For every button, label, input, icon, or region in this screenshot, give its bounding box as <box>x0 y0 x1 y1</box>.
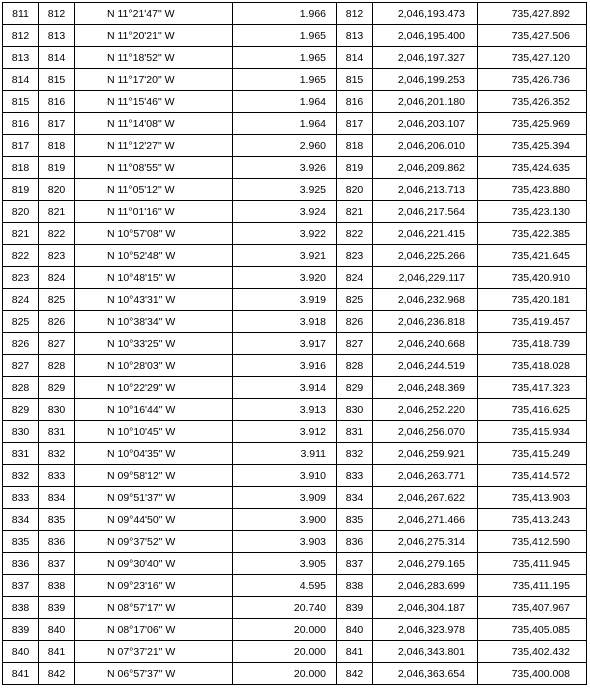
from-station-cell: 832 <box>3 465 39 487</box>
from-station-cell: 830 <box>3 421 39 443</box>
from-station-cell: 823 <box>3 267 39 289</box>
bearing-cell: N 10°38'34" W <box>75 311 233 333</box>
vertex-cell: 812 <box>337 3 373 25</box>
table-row <box>3 69 587 91</box>
table-row <box>3 311 587 333</box>
table-row <box>3 47 587 69</box>
to-station-cell: 831 <box>39 421 75 443</box>
to-station-cell: 842 <box>39 663 75 685</box>
coordinate-y-cell: 2,046,225.266 <box>373 245 478 267</box>
from-station-cell: 818 <box>3 157 39 179</box>
table-row <box>3 25 587 47</box>
vertex-cell: 827 <box>337 333 373 355</box>
bearing-cell: N 11°12'27" W <box>75 135 233 157</box>
coordinate-x-cell: 735,426.352 <box>478 91 587 113</box>
from-station-cell: 827 <box>3 355 39 377</box>
distance-cell: 3.910 <box>233 465 337 487</box>
bearing-cell: N 06°57'37" W <box>75 663 233 685</box>
bearing-cell: N 10°43'31" W <box>75 289 233 311</box>
coordinate-y-cell: 2,046,267.622 <box>373 487 478 509</box>
vertex-cell: 828 <box>337 355 373 377</box>
vertex-cell: 836 <box>337 531 373 553</box>
to-station-cell: 839 <box>39 597 75 619</box>
coordinates-table-body <box>3 3 587 685</box>
bearing-cell: N 08°57'17" W <box>75 597 233 619</box>
coordinate-y-cell: 2,046,248.369 <box>373 377 478 399</box>
from-station-cell: 816 <box>3 113 39 135</box>
bearing-cell: N 10°10'45" W <box>75 421 233 443</box>
coordinate-y-cell: 2,046,206.010 <box>373 135 478 157</box>
coordinate-x-cell: 735,412.590 <box>478 531 587 553</box>
distance-cell: 3.911 <box>233 443 337 465</box>
coordinate-y-cell: 2,046,240.668 <box>373 333 478 355</box>
from-station-cell: 822 <box>3 245 39 267</box>
coordinate-y-cell: 2,046,263.771 <box>373 465 478 487</box>
coordinate-x-cell: 735,418.739 <box>478 333 587 355</box>
coordinate-y-cell: 2,046,201.180 <box>373 91 478 113</box>
distance-cell: 3.921 <box>233 245 337 267</box>
coordinate-x-cell: 735,427.506 <box>478 25 587 47</box>
distance-cell: 3.919 <box>233 289 337 311</box>
coordinate-x-cell: 735,411.195 <box>478 575 587 597</box>
bearing-cell: N 10°52'48" W <box>75 245 233 267</box>
to-station-cell: 817 <box>39 113 75 135</box>
coordinate-x-cell: 735,407.967 <box>478 597 587 619</box>
distance-cell: 3.918 <box>233 311 337 333</box>
coordinate-y-cell: 2,046,195.400 <box>373 25 478 47</box>
coordinate-x-cell: 735,421.645 <box>478 245 587 267</box>
bearing-cell: N 11°05'12" W <box>75 179 233 201</box>
coordinate-x-cell: 735,427.892 <box>478 3 587 25</box>
to-station-cell: 830 <box>39 399 75 421</box>
coordinate-x-cell: 735,425.394 <box>478 135 587 157</box>
table-row <box>3 465 587 487</box>
coordinate-x-cell: 735,405.085 <box>478 619 587 641</box>
table-row <box>3 377 587 399</box>
distance-cell: 1.965 <box>233 69 337 91</box>
coordinate-x-cell: 735,419.457 <box>478 311 587 333</box>
bearing-cell: N 11°15'46" W <box>75 91 233 113</box>
table-row <box>3 641 587 663</box>
to-station-cell: 833 <box>39 465 75 487</box>
bearing-cell: N 09°23'16" W <box>75 575 233 597</box>
to-station-cell: 840 <box>39 619 75 641</box>
from-station-cell: 824 <box>3 289 39 311</box>
bearing-cell: N 11°17'20" W <box>75 69 233 91</box>
table-row <box>3 597 587 619</box>
from-station-cell: 819 <box>3 179 39 201</box>
distance-cell: 3.900 <box>233 509 337 531</box>
coordinate-y-cell: 2,046,221.415 <box>373 223 478 245</box>
table-row <box>3 443 587 465</box>
from-station-cell: 815 <box>3 91 39 113</box>
table-row <box>3 245 587 267</box>
bearing-cell: N 11°21'47" W <box>75 3 233 25</box>
to-station-cell: 841 <box>39 641 75 663</box>
distance-cell: 3.922 <box>233 223 337 245</box>
vertex-cell: 816 <box>337 91 373 113</box>
coordinate-y-cell: 2,046,275.314 <box>373 531 478 553</box>
to-station-cell: 826 <box>39 311 75 333</box>
distance-cell: 4.595 <box>233 575 337 597</box>
distance-cell: 1.964 <box>233 113 337 135</box>
distance-cell: 3.912 <box>233 421 337 443</box>
distance-cell: 3.926 <box>233 157 337 179</box>
to-station-cell: 834 <box>39 487 75 509</box>
from-station-cell: 821 <box>3 223 39 245</box>
from-station-cell: 828 <box>3 377 39 399</box>
distance-cell: 3.916 <box>233 355 337 377</box>
coordinate-x-cell: 735,415.934 <box>478 421 587 443</box>
coordinate-x-cell: 735,427.120 <box>478 47 587 69</box>
distance-cell: 1.965 <box>233 47 337 69</box>
from-station-cell: 817 <box>3 135 39 157</box>
table-row <box>3 157 587 179</box>
vertex-cell: 837 <box>337 553 373 575</box>
coordinate-x-cell: 735,418.028 <box>478 355 587 377</box>
table-row <box>3 3 587 25</box>
to-station-cell: 822 <box>39 223 75 245</box>
table-row <box>3 223 587 245</box>
bearing-cell: N 09°44'50" W <box>75 509 233 531</box>
from-station-cell: 835 <box>3 531 39 553</box>
vertex-cell: 831 <box>337 421 373 443</box>
table-row <box>3 421 587 443</box>
vertex-cell: 834 <box>337 487 373 509</box>
coordinate-y-cell: 2,046,203.107 <box>373 113 478 135</box>
coordinate-x-cell: 735,415.249 <box>478 443 587 465</box>
coordinate-x-cell: 735,402.432 <box>478 641 587 663</box>
to-station-cell: 838 <box>39 575 75 597</box>
from-station-cell: 811 <box>3 3 39 25</box>
coordinate-y-cell: 2,046,236.818 <box>373 311 478 333</box>
vertex-cell: 822 <box>337 223 373 245</box>
vertex-cell: 825 <box>337 289 373 311</box>
table-row <box>3 553 587 575</box>
to-station-cell: 818 <box>39 135 75 157</box>
vertex-cell: 823 <box>337 245 373 267</box>
bearing-cell: N 10°16'44" W <box>75 399 233 421</box>
distance-cell: 3.925 <box>233 179 337 201</box>
vertex-cell: 832 <box>337 443 373 465</box>
vertex-cell: 838 <box>337 575 373 597</box>
vertex-cell: 842 <box>337 663 373 685</box>
coordinate-x-cell: 735,414.572 <box>478 465 587 487</box>
distance-cell: 3.917 <box>233 333 337 355</box>
table-row <box>3 333 587 355</box>
coordinate-y-cell: 2,046,193.473 <box>373 3 478 25</box>
table-row <box>3 113 587 135</box>
to-station-cell: 832 <box>39 443 75 465</box>
from-station-cell: 831 <box>3 443 39 465</box>
table-row <box>3 487 587 509</box>
bearing-cell: N 10°48'15" W <box>75 267 233 289</box>
from-station-cell: 841 <box>3 663 39 685</box>
coordinate-y-cell: 2,046,259.921 <box>373 443 478 465</box>
from-station-cell: 836 <box>3 553 39 575</box>
coordinate-y-cell: 2,046,323.978 <box>373 619 478 641</box>
coordinate-x-cell: 735,426.736 <box>478 69 587 91</box>
vertex-cell: 826 <box>337 311 373 333</box>
coordinate-y-cell: 2,046,199.253 <box>373 69 478 91</box>
coordinate-x-cell: 735,424.635 <box>478 157 587 179</box>
vertex-cell: 829 <box>337 377 373 399</box>
coordinate-y-cell: 2,046,217.564 <box>373 201 478 223</box>
table-row <box>3 531 587 553</box>
table-row <box>3 399 587 421</box>
coordinate-x-cell: 735,423.130 <box>478 201 587 223</box>
to-station-cell: 812 <box>39 3 75 25</box>
vertex-cell: 839 <box>337 597 373 619</box>
bearing-cell: N 11°18'52" W <box>75 47 233 69</box>
distance-cell: 3.913 <box>233 399 337 421</box>
from-station-cell: 814 <box>3 69 39 91</box>
bearing-cell: N 11°20'21" W <box>75 25 233 47</box>
bearing-cell: N 09°37'52" W <box>75 531 233 553</box>
coordinate-y-cell: 2,046,244.519 <box>373 355 478 377</box>
vertex-cell: 821 <box>337 201 373 223</box>
table-row <box>3 509 587 531</box>
coordinate-y-cell: 2,046,363.654 <box>373 663 478 685</box>
vertex-cell: 814 <box>337 47 373 69</box>
bearing-cell: N 10°28'03" W <box>75 355 233 377</box>
coordinate-y-cell: 2,046,213.713 <box>373 179 478 201</box>
table-row <box>3 289 587 311</box>
coordinate-x-cell: 735,420.181 <box>478 289 587 311</box>
table-row <box>3 575 587 597</box>
coordinate-y-cell: 2,046,343.801 <box>373 641 478 663</box>
vertex-cell: 819 <box>337 157 373 179</box>
coordinate-y-cell: 2,046,209.862 <box>373 157 478 179</box>
vertex-cell: 817 <box>337 113 373 135</box>
distance-cell: 3.903 <box>233 531 337 553</box>
vertex-cell: 830 <box>337 399 373 421</box>
distance-cell: 1.965 <box>233 25 337 47</box>
from-station-cell: 812 <box>3 25 39 47</box>
to-station-cell: 827 <box>39 333 75 355</box>
coordinate-y-cell: 2,046,256.070 <box>373 421 478 443</box>
coordinate-y-cell: 2,046,232.968 <box>373 289 478 311</box>
coordinate-x-cell: 735,413.903 <box>478 487 587 509</box>
from-station-cell: 833 <box>3 487 39 509</box>
to-station-cell: 819 <box>39 157 75 179</box>
bearing-cell: N 11°01'16" W <box>75 201 233 223</box>
distance-cell: 1.966 <box>233 3 337 25</box>
coordinate-y-cell: 2,046,252.220 <box>373 399 478 421</box>
bearing-cell: N 10°04'35" W <box>75 443 233 465</box>
from-station-cell: 829 <box>3 399 39 421</box>
bearing-cell: N 10°33'25" W <box>75 333 233 355</box>
to-station-cell: 823 <box>39 245 75 267</box>
vertex-cell: 815 <box>337 69 373 91</box>
bearing-cell: N 07°37'21" W <box>75 641 233 663</box>
to-station-cell: 837 <box>39 553 75 575</box>
coordinate-y-cell: 2,046,304.187 <box>373 597 478 619</box>
coordinate-y-cell: 2,046,279.165 <box>373 553 478 575</box>
distance-cell: 20.000 <box>233 663 337 685</box>
distance-cell: 20.000 <box>233 619 337 641</box>
from-station-cell: 840 <box>3 641 39 663</box>
coordinate-x-cell: 735,411.945 <box>478 553 587 575</box>
distance-cell: 20.740 <box>233 597 337 619</box>
from-station-cell: 820 <box>3 201 39 223</box>
distance-cell: 1.964 <box>233 91 337 113</box>
vertex-cell: 813 <box>337 25 373 47</box>
coordinate-x-cell: 735,422.385 <box>478 223 587 245</box>
vertex-cell: 835 <box>337 509 373 531</box>
table-row <box>3 267 587 289</box>
coordinates-table <box>2 2 587 685</box>
vertex-cell: 820 <box>337 179 373 201</box>
from-station-cell: 834 <box>3 509 39 531</box>
distance-cell: 3.905 <box>233 553 337 575</box>
bearing-cell: N 11°08'55" W <box>75 157 233 179</box>
coordinate-y-cell: 2,046,271.466 <box>373 509 478 531</box>
coordinate-y-cell: 2,046,283.699 <box>373 575 478 597</box>
distance-cell: 2.960 <box>233 135 337 157</box>
coordinate-y-cell: 2,046,197.327 <box>373 47 478 69</box>
from-station-cell: 839 <box>3 619 39 641</box>
table-row <box>3 619 587 641</box>
vertex-cell: 833 <box>337 465 373 487</box>
distance-cell: 3.914 <box>233 377 337 399</box>
table-row <box>3 135 587 157</box>
from-station-cell: 837 <box>3 575 39 597</box>
to-station-cell: 836 <box>39 531 75 553</box>
from-station-cell: 825 <box>3 311 39 333</box>
to-station-cell: 816 <box>39 91 75 113</box>
to-station-cell: 828 <box>39 355 75 377</box>
from-station-cell: 838 <box>3 597 39 619</box>
bearing-cell: N 08°17'06" W <box>75 619 233 641</box>
coordinate-x-cell: 735,425.969 <box>478 113 587 135</box>
bearing-cell: N 11°14'08" W <box>75 113 233 135</box>
to-station-cell: 820 <box>39 179 75 201</box>
table-row <box>3 179 587 201</box>
vertex-cell: 818 <box>337 135 373 157</box>
bearing-cell: N 10°22'29" W <box>75 377 233 399</box>
bearing-cell: N 09°30'40" W <box>75 553 233 575</box>
to-station-cell: 824 <box>39 267 75 289</box>
coordinate-x-cell: 735,420.910 <box>478 267 587 289</box>
coordinate-y-cell: 2,046,229.117 <box>373 267 478 289</box>
table-row <box>3 91 587 113</box>
to-station-cell: 813 <box>39 25 75 47</box>
bearing-cell: N 09°58'12" W <box>75 465 233 487</box>
bearing-cell: N 10°57'08" W <box>75 223 233 245</box>
to-station-cell: 829 <box>39 377 75 399</box>
coordinate-x-cell: 735,413.243 <box>478 509 587 531</box>
from-station-cell: 826 <box>3 333 39 355</box>
to-station-cell: 825 <box>39 289 75 311</box>
distance-cell: 3.920 <box>233 267 337 289</box>
bearing-cell: N 09°51'37" W <box>75 487 233 509</box>
coordinate-x-cell: 735,423.880 <box>478 179 587 201</box>
table-row <box>3 201 587 223</box>
to-station-cell: 835 <box>39 509 75 531</box>
coordinate-x-cell: 735,416.625 <box>478 399 587 421</box>
to-station-cell: 821 <box>39 201 75 223</box>
vertex-cell: 840 <box>337 619 373 641</box>
table-row <box>3 355 587 377</box>
vertex-cell: 824 <box>337 267 373 289</box>
from-station-cell: 813 <box>3 47 39 69</box>
to-station-cell: 814 <box>39 47 75 69</box>
distance-cell: 3.909 <box>233 487 337 509</box>
distance-cell: 3.924 <box>233 201 337 223</box>
coordinate-x-cell: 735,400.008 <box>478 663 587 685</box>
distance-cell: 20.000 <box>233 641 337 663</box>
to-station-cell: 815 <box>39 69 75 91</box>
vertex-cell: 841 <box>337 641 373 663</box>
table-row <box>3 663 587 685</box>
coordinate-x-cell: 735,417.323 <box>478 377 587 399</box>
